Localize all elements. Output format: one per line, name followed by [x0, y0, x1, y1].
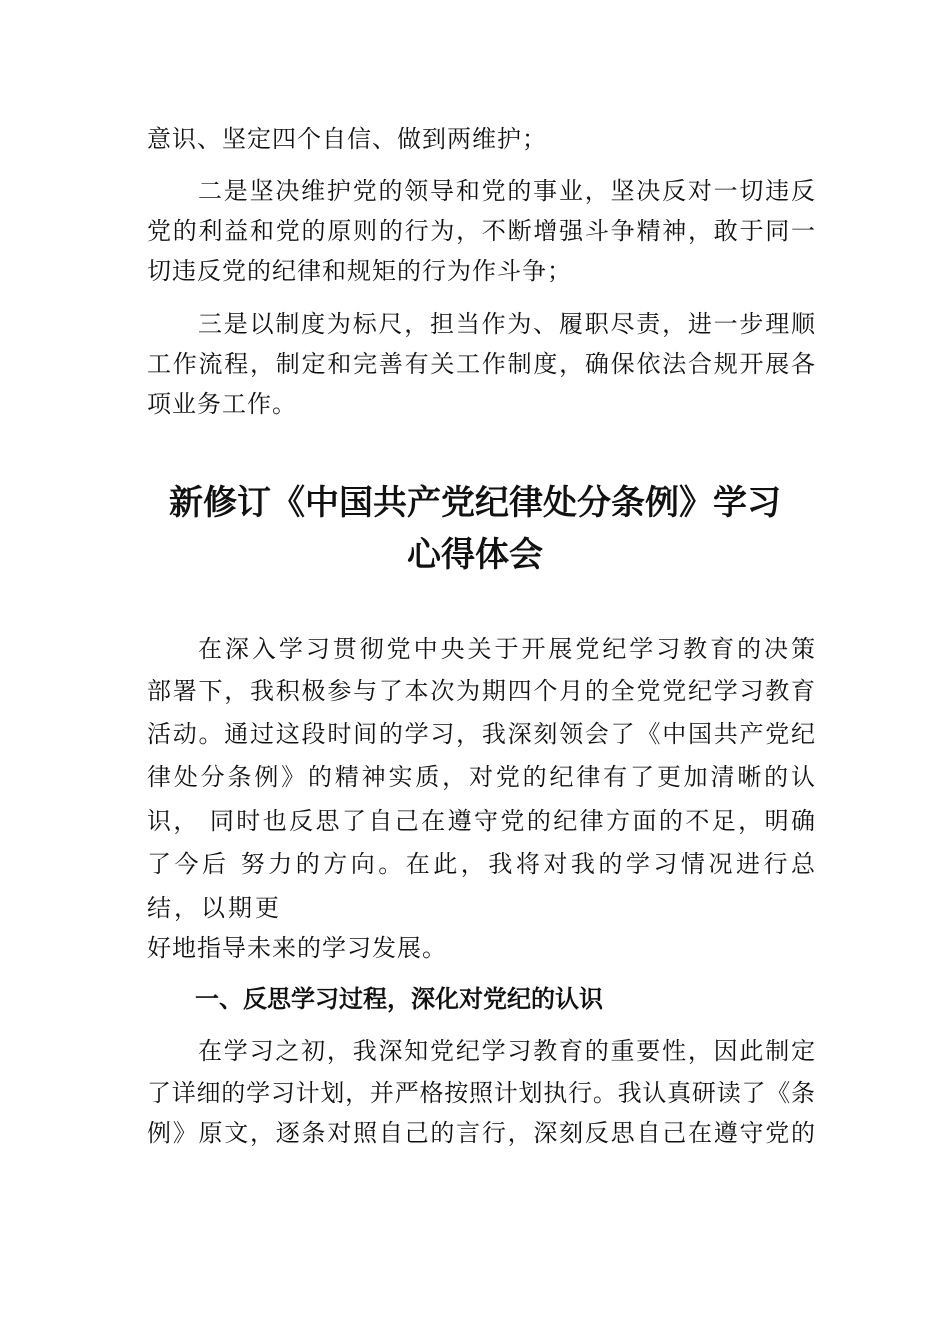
document-title-line-1: 新修订《中国共产党纪律处分条例》学习 — [169, 483, 781, 523]
paragraph-line: 工作流程，制定和完善有关工作制度，确保依法合规开展各 — [147, 350, 815, 378]
paragraph-line: 了详细的学习计划，并严格按照计划执行。我认真研读了《条 — [147, 1079, 815, 1107]
paragraph-line: 好地指导未来的学习发展。 — [147, 934, 447, 962]
paragraph-line: 党的利益和党的原则的行为，不断增强斗争精神，敢于同一 — [147, 217, 815, 245]
paragraph-line: 项业务工作。 — [147, 390, 297, 418]
paragraph-line: 在学习之初，我深知党纪学习教育的重要性，因此制定 — [198, 1037, 815, 1065]
paragraph-line: 活动。通过这段时间的学习，我深刻领会了《中国共产党纪 — [147, 720, 815, 748]
paragraph-line: 识， 同时也反思了自己在遵守党的纪律方面的不足，明确 — [147, 807, 815, 835]
paragraph-line: 例》原文，逐条对照自己的言行，深刻反思自己在遵守党的 — [147, 1119, 815, 1147]
paragraph-line: 二是坚决维护党的领导和党的事业，坚决反对一切违反 — [198, 177, 815, 205]
paragraph-line: 意识、坚定四个自信、做到两维护； — [147, 125, 547, 153]
paragraph-line: 了今后 努力的方向。在此，我将对我的学习情况进行总 — [147, 850, 815, 878]
paragraph-line: 在深入学习贯彻党中央关于开展党纪学习教育的决策 — [198, 635, 815, 663]
paragraph-line: 切违反党的纪律和规矩的行为作斗争； — [147, 257, 572, 285]
paragraph-line: 律处分条例》的精神实质，对党的纪律有了更加清晰的认 — [147, 763, 815, 791]
document-title-line-2: 心得体会 — [407, 535, 543, 575]
paragraph-line: 三是以制度为标尺，担当作为、履职尽责，进一步理顺 — [198, 310, 815, 338]
paragraph-line: 结，以期更 — [147, 894, 282, 922]
section-heading: 一、反思学习过程，深化对党纪的认识 — [195, 985, 603, 1013]
paragraph-line: 部署下，我积极参与了本次为期四个月的全党党纪学习教育 — [147, 677, 815, 705]
